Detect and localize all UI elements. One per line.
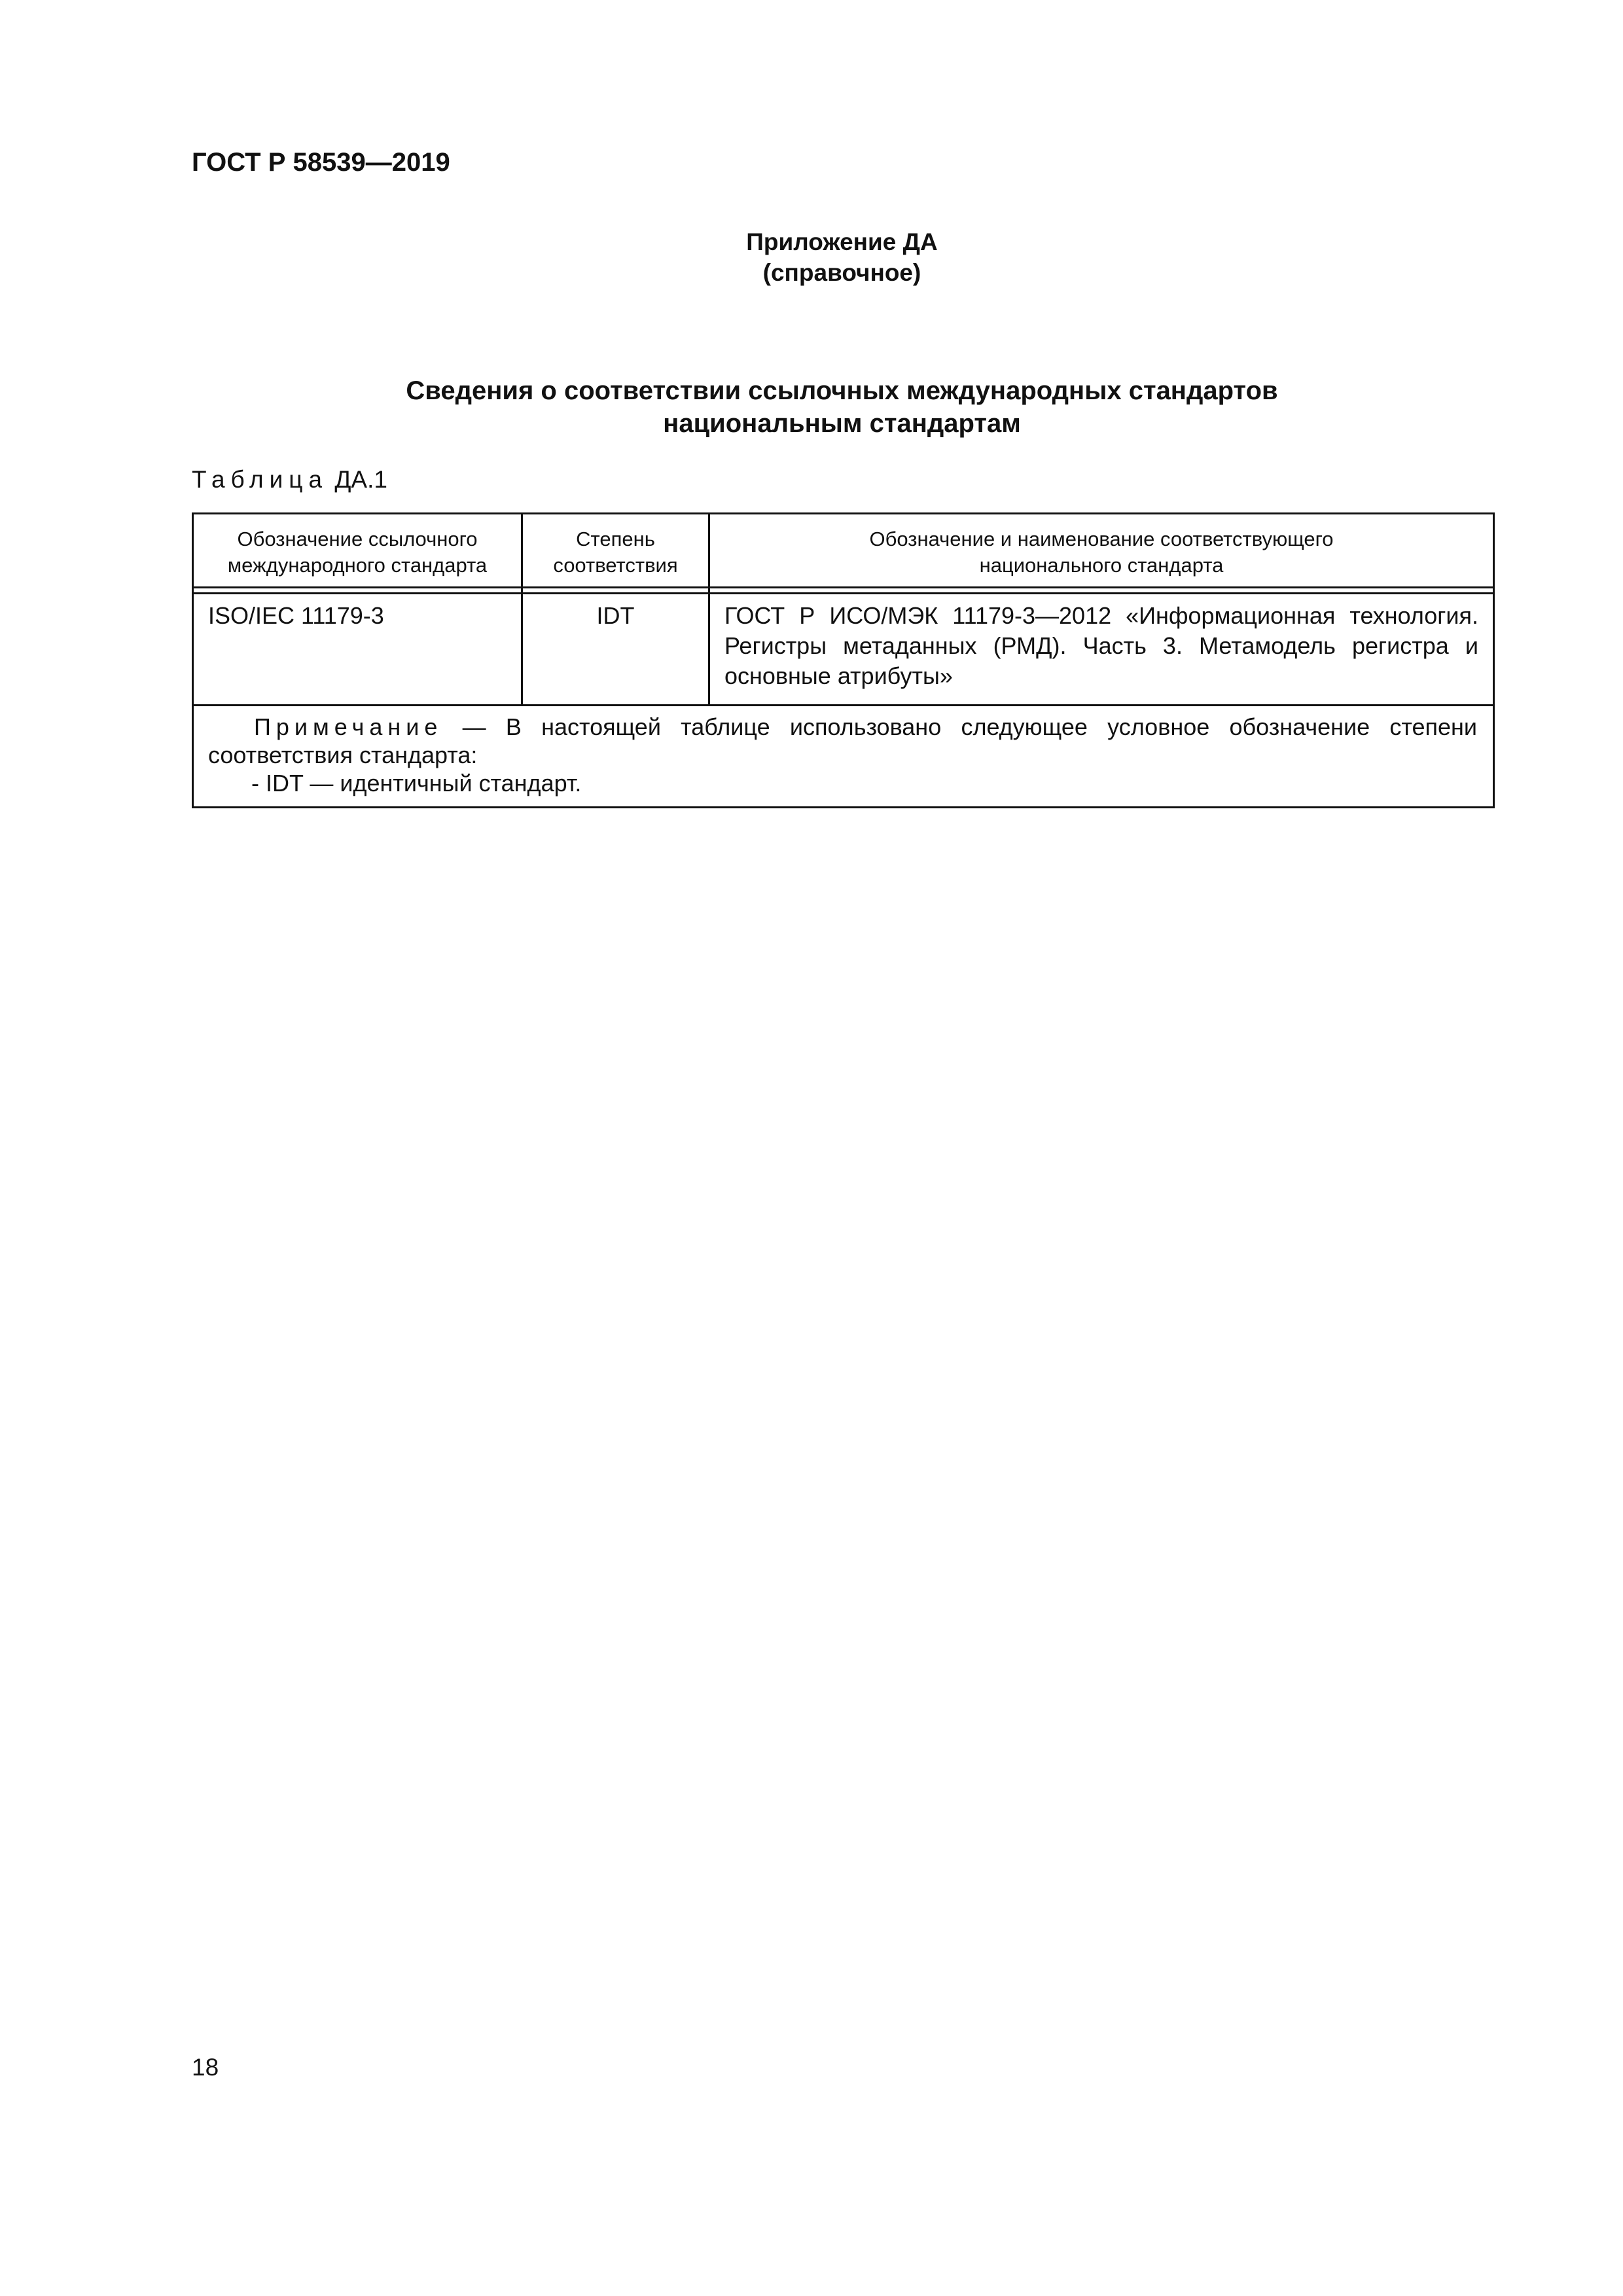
- header-col3-line-2: национального стандарта: [979, 554, 1224, 577]
- appendix-heading: [192, 226, 1492, 288]
- section-title: [192, 374, 1492, 440]
- header-col2-line-2: соответствия: [553, 554, 678, 577]
- header-col1-line-1: Обозначение ссылочного: [237, 528, 478, 550]
- appendix-type: (справочное): [762, 259, 921, 286]
- header-national-standard: [709, 514, 1494, 588]
- separator-cell: [709, 588, 1494, 594]
- separator-cell: [193, 588, 522, 594]
- cell-degree: IDT: [522, 594, 709, 706]
- page-number: 18: [192, 2054, 219, 2081]
- note-list-item: - IDT — идентичный стандарт.: [251, 770, 582, 797]
- table-note: [193, 706, 1494, 808]
- note-body: — В настоящей таблице использовано следующее условное обозначение степени соответствия стандарта:: [208, 713, 1477, 768]
- section-title-line-2: национальным стандартам: [663, 409, 1021, 438]
- table-caption-number: ДА.1: [334, 466, 387, 493]
- header-col1-line-2: международного стандарта: [227, 554, 488, 577]
- note-label: Примечание: [254, 713, 443, 740]
- table-row: [193, 594, 1494, 706]
- table-caption: [192, 466, 387, 493]
- appendix-title: Приложение ДА: [746, 228, 938, 255]
- table-note-row: [193, 706, 1494, 808]
- header-degree: [522, 514, 709, 588]
- header-separator: [193, 588, 1494, 594]
- note-text: [208, 713, 1477, 769]
- correspondence-table: [192, 512, 1495, 808]
- document-code: ГОСТ Р 58539—2019: [192, 148, 450, 177]
- separator-cell: [522, 588, 709, 594]
- section-title-line-1: Сведения о соответствии ссылочных международных стандартов: [406, 376, 1278, 405]
- cell-international-standard: ISO/IEC 11179-3: [193, 594, 522, 706]
- cell-national-standard: ГОСТ Р ИСО/МЭК 11179-3—2012 «Информационная технология. Регистры метаданных (РМД). Часть 3. Метамодель регистра и основные атрибуты»: [709, 594, 1494, 706]
- header-col2-line-1: Степень: [576, 528, 655, 550]
- table-caption-word: Таблица: [192, 466, 329, 493]
- header-international-standard: [193, 514, 522, 588]
- table-header-row: [193, 514, 1494, 588]
- header-col3-line-1: Обозначение и наименование соответствующего: [869, 528, 1334, 550]
